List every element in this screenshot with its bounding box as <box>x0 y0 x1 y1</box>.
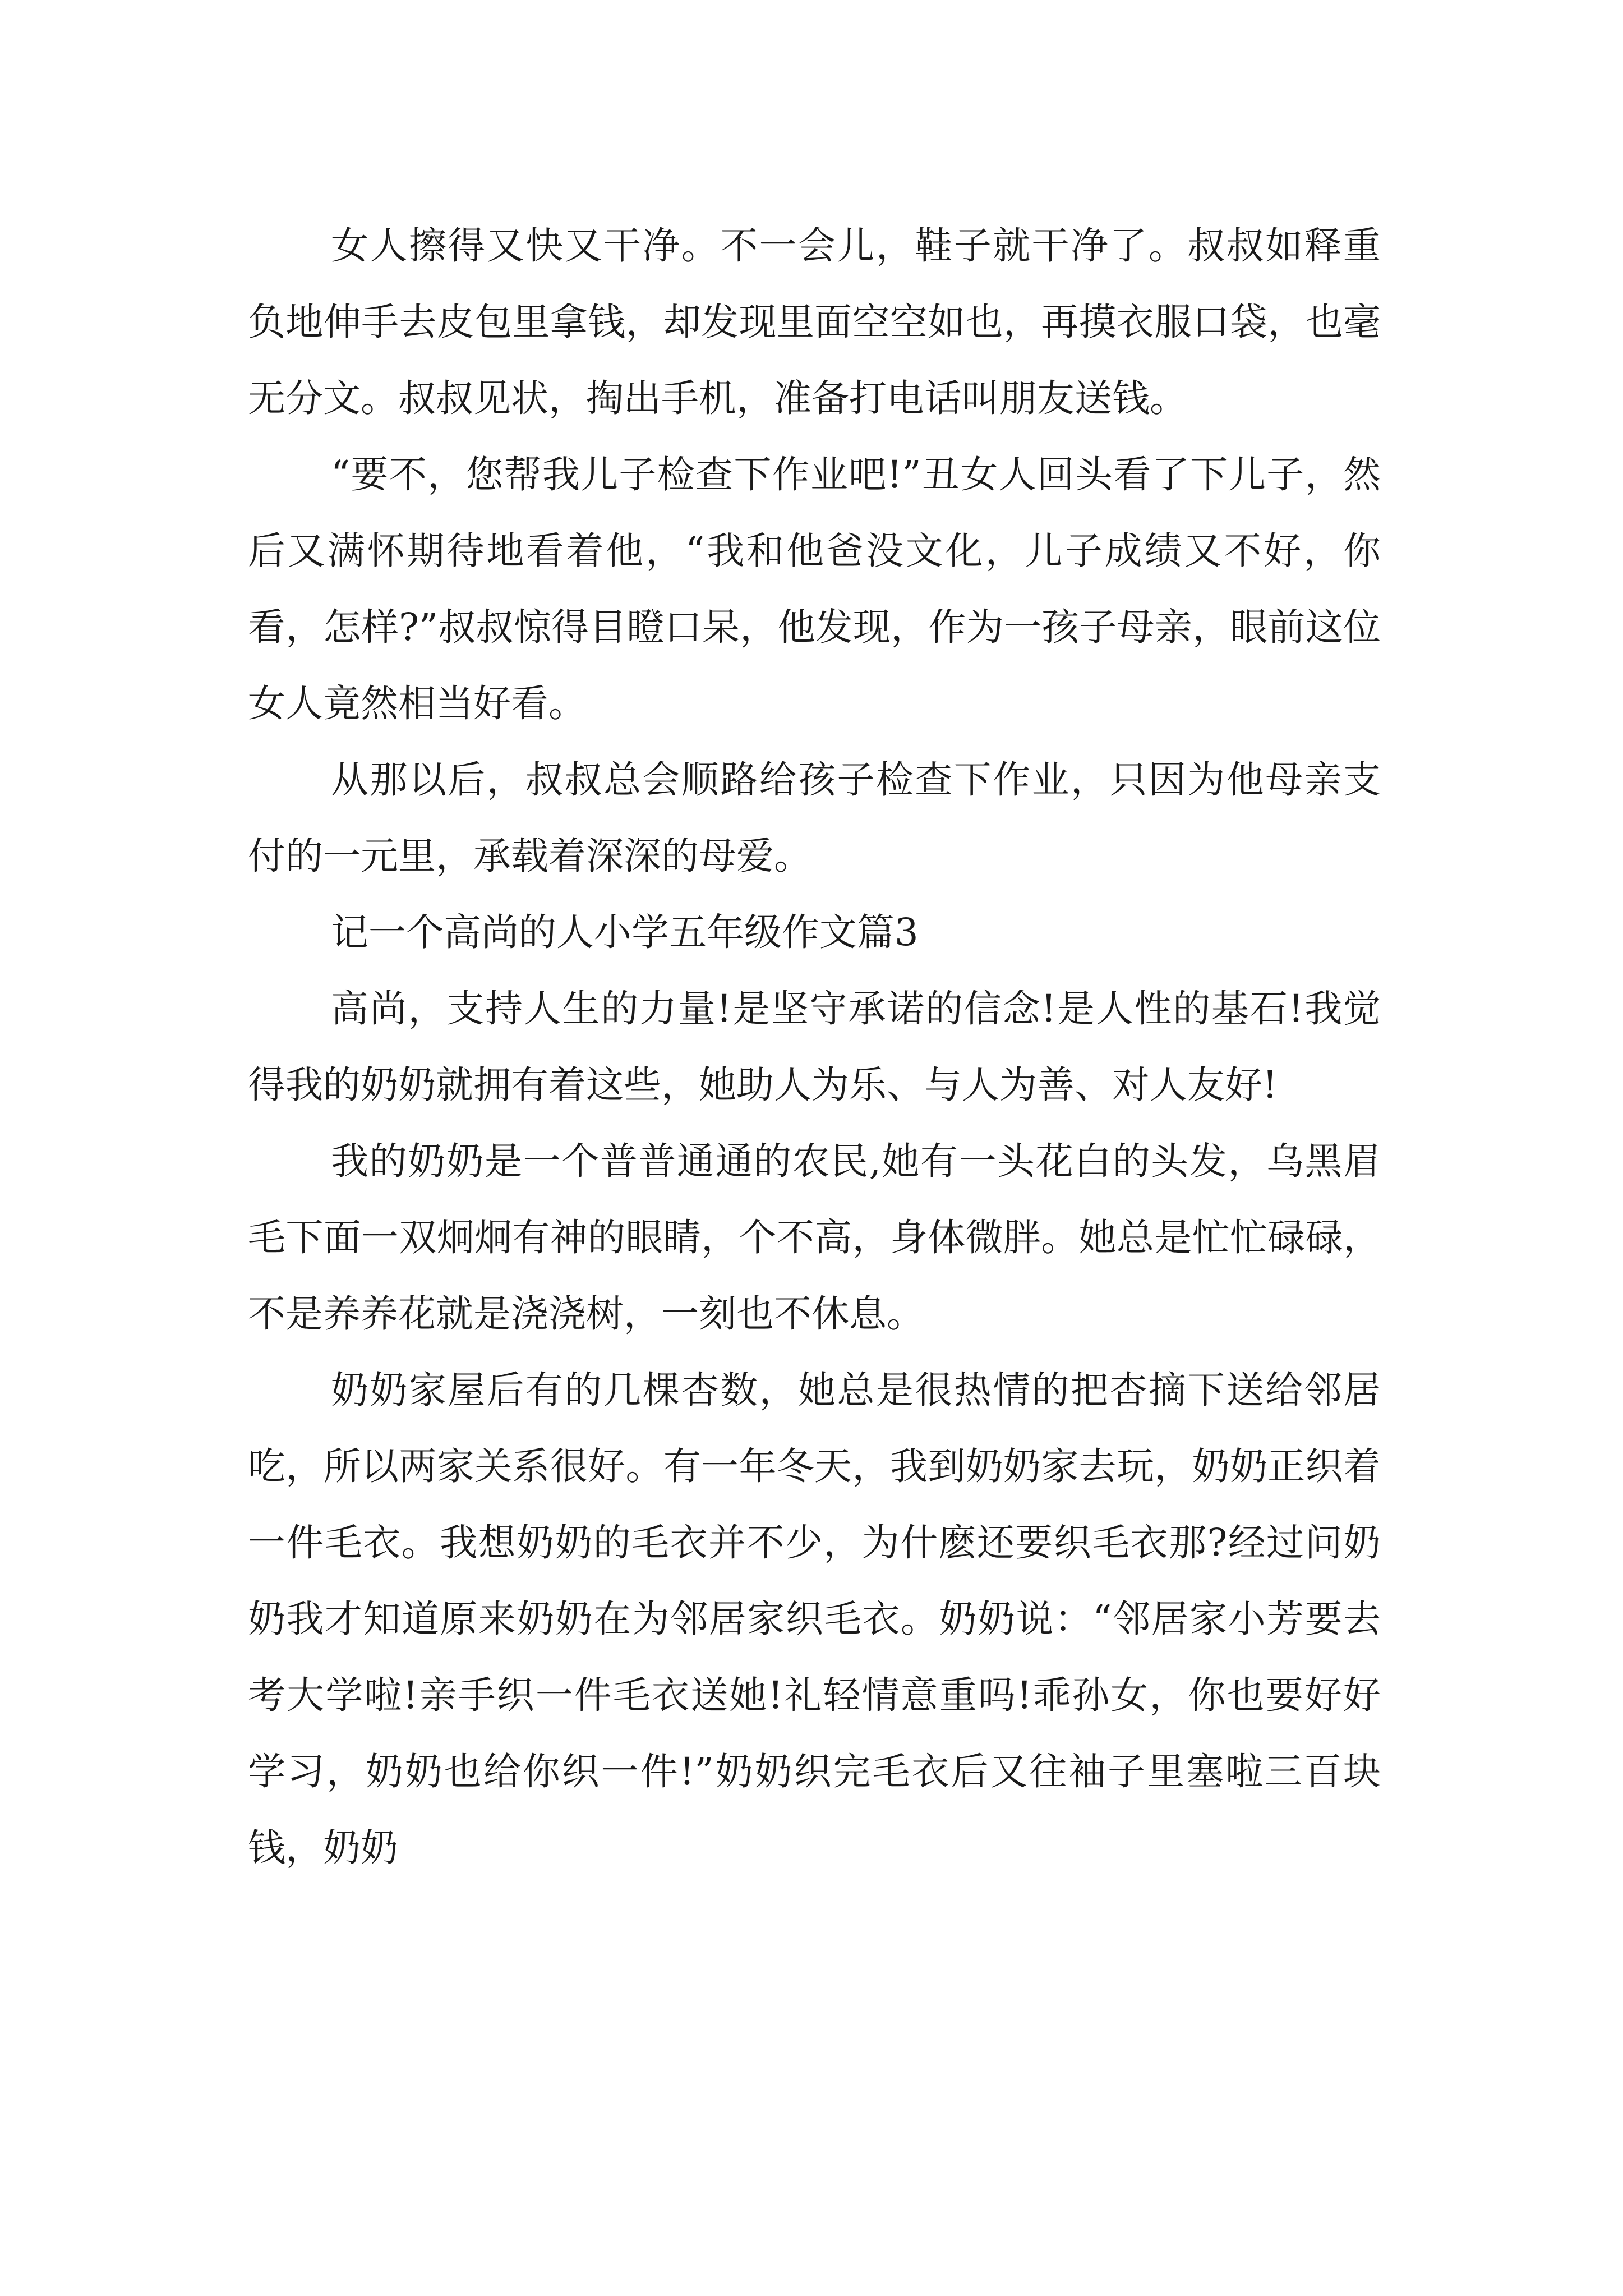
paragraph-3: 从那以后，叔叔总会顺路给孩子检查下作业，只因为他母亲支付的一元里，承载着深深的母爱。 <box>248 758 1381 878</box>
paragraph-1: 女人擦得又快又干净。不一会儿，鞋子就干净了。叔叔如释重负地伸手去皮包里拿钱，却发现里面空空如也，再摸衣服口袋，也毫无分文。叔叔见状，掏出手机，准备打电话叫朋友送钱。 <box>248 224 1381 420</box>
paragraph-5: 我的奶奶是一个普普通通的农民,她有一头花白的头发，乌黑眉毛下面一双炯炯有神的眼睛，个不高，身体微胖。她总是忙忙碌碌，不是养养花就是浇浇树，一刻也不休息。 <box>248 1139 1381 1336</box>
paragraph-4: 高尚，支持人生的力量!是坚守承诺的信念!是人性的基石!我觉得我的奶奶就拥有着这些，她助人为乐、与人为善、对人友好! <box>248 987 1381 1107</box>
document-body <box>248 208 1381 1886</box>
paragraph-2: “要不，您帮我儿子检查下作业吧!”丑女人回头看了下儿子，然后又满怀期待地看着他，“我和他爸没文化，儿子成绩又不好，你看，怎样?”叔叔惊得目瞪口呆，他发现，作为一孩子母亲，眼前这位女人竟然相当好看。 <box>248 453 1381 725</box>
section-heading: 记一个高尚的人小学五年级作文篇3 <box>331 910 919 954</box>
paragraph-6: 奶奶家屋后有的几棵杏数，她总是很热情的把杏摘下送给邻居吃，所以两家关系很好。有一年冬天，我到奶奶家去玩，奶奶正织着一件毛衣。我想奶奶的毛衣并不少，为什麽还要织毛衣那?经过问奶奶我才知道原来奶奶在为邻居家织毛衣。奶奶说：“邻居家小芳要去考大学啦!亲手织一件毛衣送她!礼轻情意重吗!乖孙女，你也要好好学习，奶奶也给你织一件!”奶奶织完毛衣后又往袖子里塞啦三百块钱，奶奶 <box>248 1368 1381 1870</box>
